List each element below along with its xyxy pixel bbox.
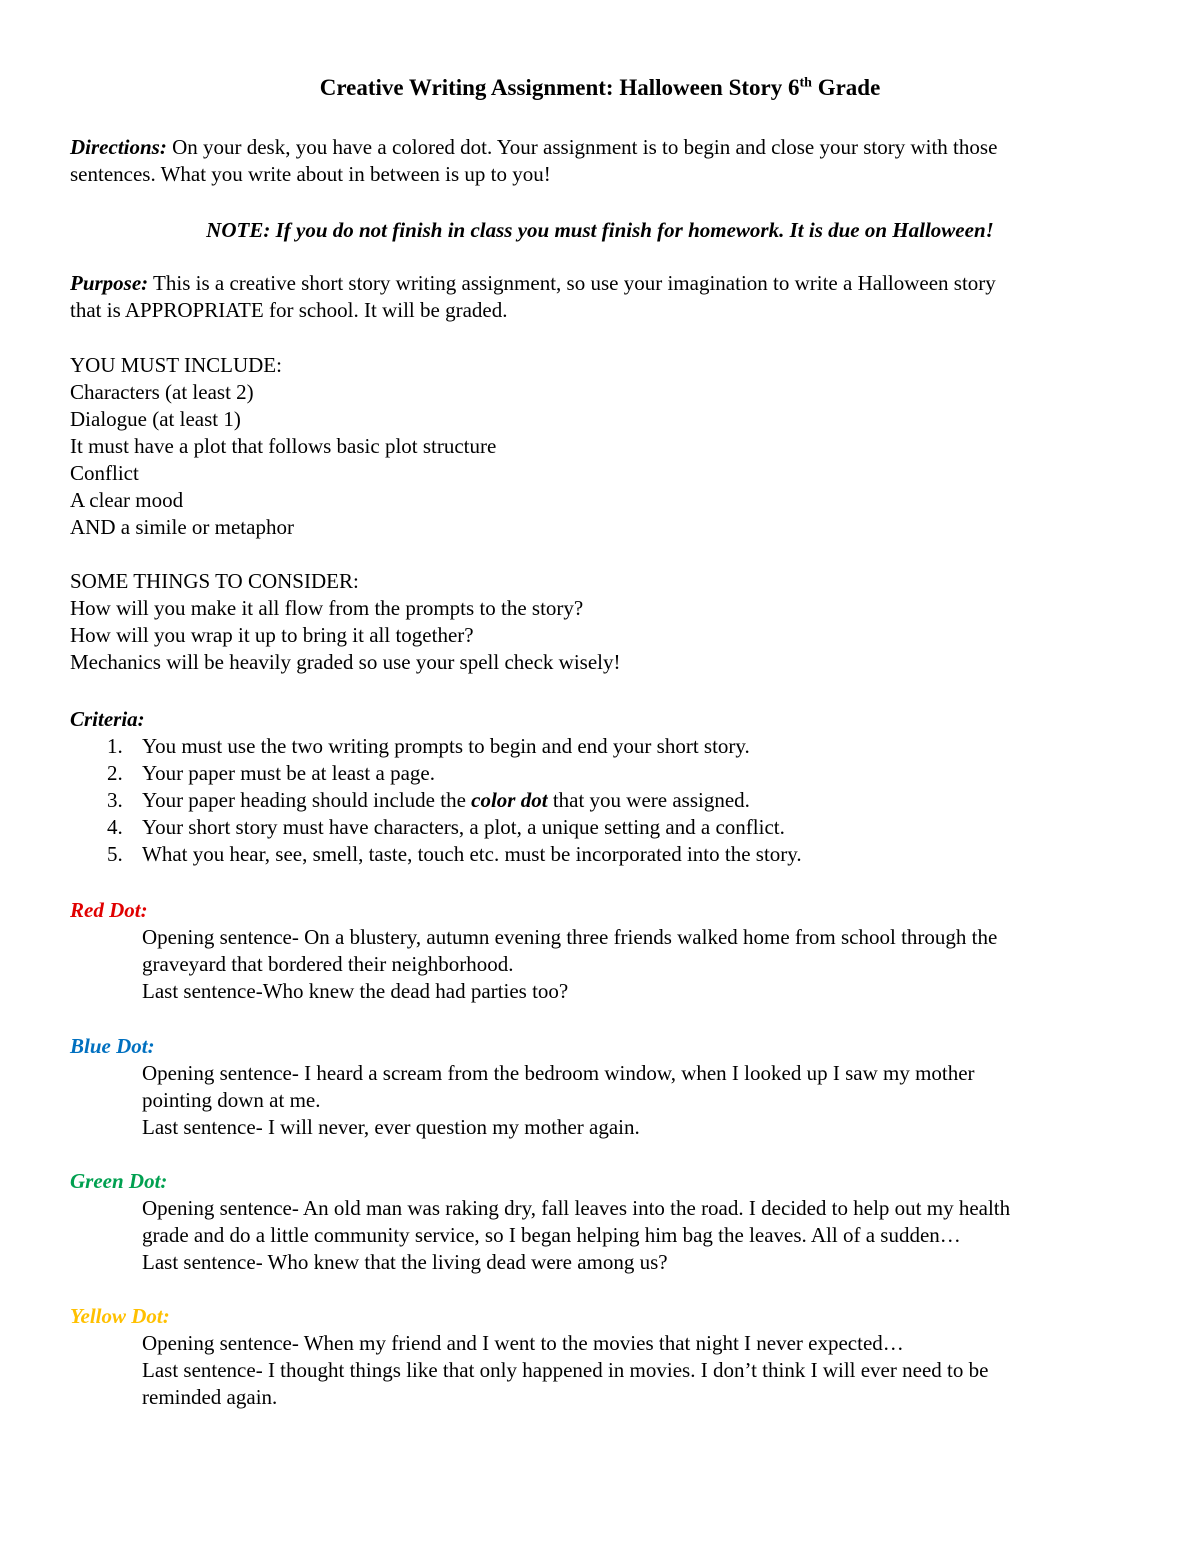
- criteria-number: 5.: [107, 842, 123, 866]
- must-include-item: Dialogue (at least 1): [70, 407, 241, 431]
- purpose-text-2: that is APPROPRIATE for school. It will be graded.: [70, 298, 508, 322]
- must-include-item: It must have a plot that follows basic plot structure: [70, 434, 497, 458]
- directions-text-1: On your desk, you have a colored dot. Your assignment is to begin and close your story with those: [166, 135, 998, 159]
- criteria-number: 3.: [107, 788, 123, 812]
- criteria-text: What you hear, see, smell, taste, touch etc. must be incorporated into the story.: [142, 842, 802, 866]
- yellow-dot-last-sentence-cont: reminded again.: [142, 1385, 278, 1409]
- blue-dot-label: Blue Dot:: [70, 1034, 155, 1058]
- color-dot-emphasis: color dot: [471, 788, 548, 812]
- yellow-dot-opening-line: Opening sentence- When my friend and I went to the movies that night I never expected…: [142, 1331, 904, 1355]
- consider-heading: SOME THINGS TO CONSIDER:: [70, 569, 359, 593]
- blue-dot-opening-line: Opening sentence- I heard a scream from the bedroom window, when I looked up I saw my mother: [142, 1061, 975, 1085]
- criteria-item: [70, 841, 1130, 868]
- consider-item: Mechanics will be heavily graded so use your spell check wisely!: [70, 650, 621, 674]
- green-dot-section: [70, 1168, 1130, 1276]
- criteria-item: [70, 787, 1130, 814]
- green-dot-opening-line-cont: grade and do a little community service, so I began helping him bag the leaves. All of a sudden…: [142, 1223, 961, 1247]
- criteria-text: Your paper must be at least a page.: [142, 761, 435, 785]
- consider-item: How will you make it all flow from the prompts to the story?: [70, 596, 584, 620]
- criteria-text-pre: Your paper heading should include the: [142, 788, 472, 812]
- criteria-number: 1.: [107, 734, 123, 758]
- blue-dot-section: [70, 1033, 1130, 1141]
- title-superscript: th: [799, 75, 812, 91]
- red-dot-opening-line: Opening sentence- On a blustery, autumn evening three friends walked home from school through the: [142, 925, 998, 949]
- red-dot-last-sentence: Last sentence-Who knew the dead had parties too?: [142, 979, 569, 1003]
- yellow-dot-last-sentence: Last sentence- I thought things like that only happened in movies. I don’t think I will ever need to be: [142, 1358, 989, 1382]
- directions-paragraph: [70, 134, 1130, 188]
- page-title: [0, 74, 1200, 102]
- yellow-dot-label: Yellow Dot:: [70, 1304, 170, 1328]
- directions-label: Directions:: [70, 135, 167, 159]
- consider-item: How will you wrap it up to bring it all together?: [70, 623, 474, 647]
- criteria-label: Criteria:: [70, 707, 145, 731]
- criteria-number: 2.: [107, 761, 123, 785]
- must-include-item: Characters (at least 2): [70, 380, 254, 404]
- must-include-item: AND a simile or metaphor: [70, 515, 294, 539]
- criteria-list: [0, 733, 1130, 868]
- red-dot-section: [70, 897, 1130, 1005]
- title-main: Creative Writing Assignment: Halloween Story 6: [319, 75, 800, 100]
- criteria-item: [70, 814, 1130, 841]
- green-dot-last-sentence: Last sentence- Who knew that the living dead were among us?: [142, 1250, 668, 1274]
- green-dot-opening-line: Opening sentence- An old man was raking dry, fall leaves into the road. I decided to help out my health: [142, 1196, 1011, 1220]
- directions-text-2: sentences. What you write about in between is up to you!: [70, 162, 551, 186]
- purpose-text-1: This is a creative short story writing assignment, so use your imagination to write a Halloween story: [148, 271, 996, 295]
- criteria-text: Your short story must have characters, a plot, a unique setting and a conflict.: [142, 815, 785, 839]
- blue-dot-opening-line-cont: pointing down at me.: [142, 1088, 321, 1112]
- yellow-dot-section: [70, 1303, 1130, 1411]
- criteria-item: [70, 760, 1130, 787]
- criteria-text: You must use the two writing prompts to begin and end your short story.: [142, 734, 750, 758]
- red-dot-label: Red Dot:: [70, 898, 148, 922]
- purpose-label: Purpose:: [70, 271, 149, 295]
- must-include-item: A clear mood: [70, 488, 184, 512]
- criteria-item: [70, 733, 1130, 760]
- consider-section: [70, 568, 1130, 676]
- must-include-section: [70, 352, 1130, 541]
- criteria-number: 4.: [107, 815, 123, 839]
- purpose-paragraph: [70, 270, 1130, 324]
- blue-dot-last-sentence: Last sentence- I will never, ever question my mother again.: [142, 1115, 640, 1139]
- red-dot-opening-line-cont: graveyard that bordered their neighborhood.: [142, 952, 514, 976]
- must-include-item: Conflict: [70, 461, 139, 485]
- green-dot-label: Green Dot:: [70, 1169, 168, 1193]
- criteria-section: [70, 706, 1130, 868]
- must-include-heading: YOU MUST INCLUDE:: [70, 353, 282, 377]
- note-line: NOTE: If you do not finish in class you must finish for homework. It is due on Halloween!: [206, 218, 994, 242]
- title-tail: Grade: [811, 75, 881, 100]
- criteria-text-post: that you were assigned.: [547, 788, 750, 812]
